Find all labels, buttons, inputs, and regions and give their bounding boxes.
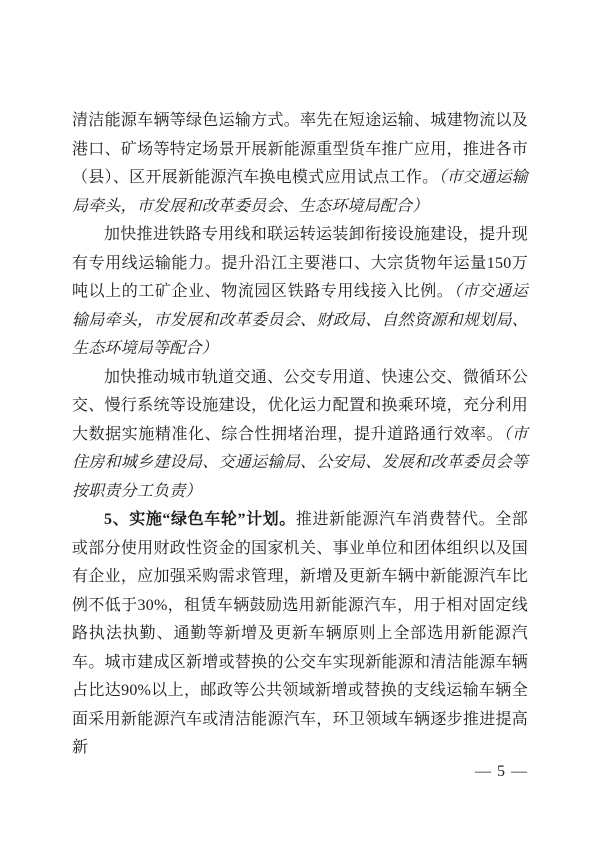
lead-department-note: （市住房和城乡建设局、交通运输局、公安局、发展和改革委员会等按职责分工负责） [72, 425, 529, 500]
body-text: 加快推动城市轨道交通、公交专用道、快速公交、微循环公交、慢行系统等设施建设，优化运力配置和换乘环境，充分利用大数据实施精准化、综合性拥堵治理，提升道路通行效率。 [72, 368, 528, 443]
paragraph-urban-transit [72, 364, 528, 507]
paragraph-green-transport [72, 107, 528, 221]
paragraph-railway-lines [72, 221, 528, 364]
body-text: 清洁能源车辆等绿色运输方式。率先在短途运输、城建物流以及港口、矿场等特定场景开展新能源重型货车推广应用，推进各市（县）、区开展新能源汽车换电模式应用试点工作。 [72, 112, 528, 186]
page-number: — 5 — [475, 763, 528, 780]
paragraph-green-wheels-plan [72, 506, 528, 763]
body-text: 加快推进铁路专用线和联运转运装卸衔接设施建设，提升现有专用线运输能力。提升沿江主要港口、大宗货物年运量150万吨以上的工矿企业、物流园区铁路专用线接入比例。 [72, 226, 528, 300]
lead-department-note: （市交通运输局牵头，市发展和改革委员会、财政局、自然资源和规划局、生态环境局等配合） [72, 283, 528, 357]
document-body [72, 107, 528, 763]
item-5-heading: 5、实施“绿色车轮”计划。 [104, 511, 296, 528]
body-text: 推进新能源汽车消费替代。全部或部分使用财政性资金的国家机关、事业单位和团体组织以及国有企业，应加强采购需求管理，新增及更新车辆中新能源汽车比例不低于30%，租赁车辆鼓励选用新能源汽车，用于相对固定线路执法执勤、通勤等新增及更新车辆原则上全部选用新能源汽车。城市建成区新增或替换的公交车实现新能源和清洁能源车辆占比达90%以上，邮政等公共领域新增或替换的支线运输车辆全面采用新能源汽车或清洁能源汽车，环卫领域车辆逐步推进提高新 [72, 511, 528, 756]
lead-department-note: （市交通运输局牵头，市发展和改革委员会、生态环境局配合） [72, 169, 528, 215]
